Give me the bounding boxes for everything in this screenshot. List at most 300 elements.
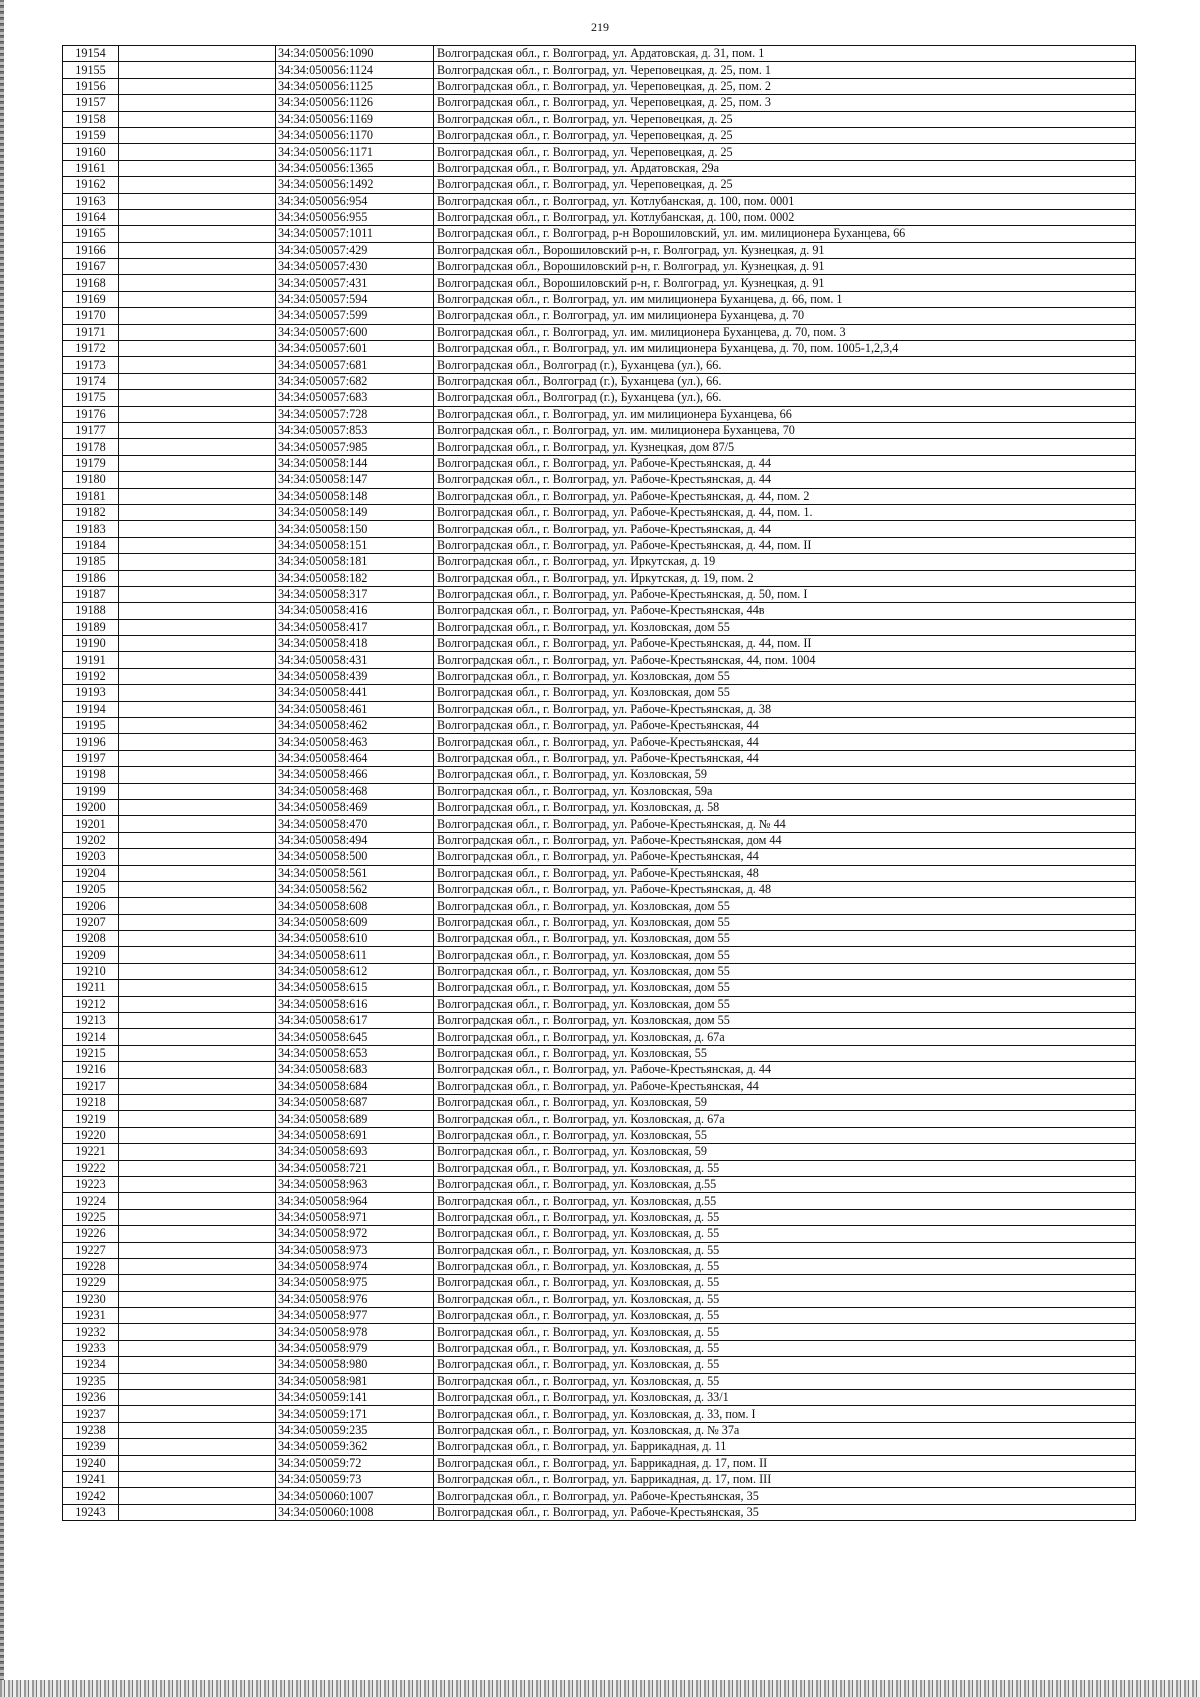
address-cell: Волгоградская обл., г. Волгоград, ул. Баррикадная, д. 17, пом. III [434,1471,1136,1487]
cadastral-number-cell: 34:34:050058:317 [276,586,434,602]
row-number-cell: 19183 [63,521,119,537]
row-number-cell: 19209 [63,947,119,963]
table-row [63,160,1136,176]
address-cell: Волгоградская обл., г. Волгоград, ул. Котлубанская, д. 100, пом. 0001 [434,193,1136,209]
table-row [63,1488,1136,1504]
empty-cell [119,1127,276,1143]
cadastral-number-cell: 34:34:050058:974 [276,1258,434,1274]
row-number-cell: 19159 [63,127,119,143]
address-cell: Волгоградская обл., г. Волгоград, ул. Козловская, д. 67а [434,1111,1136,1127]
cadastral-number-cell: 34:34:050059:171 [276,1406,434,1422]
table-row [63,324,1136,340]
empty-cell [119,95,276,111]
table-row [63,504,1136,520]
table-row [63,1373,1136,1389]
row-number-cell: 19174 [63,373,119,389]
empty-cell [119,1226,276,1242]
row-number-cell: 19180 [63,472,119,488]
cadastral-number-cell: 34:34:050058:464 [276,750,434,766]
address-cell: Волгоградская обл., г. Волгоград, ул. Козловская, дом 55 [434,898,1136,914]
table-row [63,78,1136,94]
address-cell: Волгоградская обл., г. Волгоград, ул. Череповецкая, д. 25, пом. 1 [434,62,1136,78]
row-number-cell: 19230 [63,1291,119,1307]
table-row [63,1095,1136,1111]
address-cell: Волгоградская обл., г. Волгоград, ул. Козловская, д. 55 [434,1226,1136,1242]
row-number-cell: 19154 [63,46,119,62]
table-row [63,275,1136,291]
address-cell: Волгоградская обл., г. Волгоград, ул. Рабоче-Крестьянская, д. 44, пом. 1. [434,504,1136,520]
cadastral-number-cell: 34:34:050056:1090 [276,46,434,62]
cadastral-number-cell: 34:34:050058:468 [276,783,434,799]
scan-edge-bottom [0,1680,1200,1697]
table-row [63,177,1136,193]
address-cell: Волгоградская обл., г. Волгоград, ул. Козловская, 55 [434,1127,1136,1143]
empty-cell [119,521,276,537]
cadastral-number-cell: 34:34:050058:975 [276,1275,434,1291]
empty-cell [119,1324,276,1340]
cadastral-number-cell: 34:34:050058:964 [276,1193,434,1209]
cadastral-number-cell: 34:34:050058:461 [276,701,434,717]
cadastral-number-cell: 34:34:050057:429 [276,242,434,258]
cadastral-number-cell: 34:34:050058:494 [276,832,434,848]
table-row [63,259,1136,275]
empty-cell [119,259,276,275]
address-cell: Волгоградская обл., г. Волгоград, ул. Козловская, д. 58 [434,799,1136,815]
empty-cell [119,849,276,865]
address-cell: Волгоградская обл., Волгоград (г.), Буханцева (ул.), 66. [434,390,1136,406]
address-cell: Волгоградская обл., г. Волгоград, ул. Козловская, д. 55 [434,1373,1136,1389]
empty-cell [119,734,276,750]
table-row [63,1275,1136,1291]
cadastral-number-cell: 34:34:050058:684 [276,1078,434,1094]
row-number-cell: 19170 [63,308,119,324]
table-row [63,472,1136,488]
address-cell: Волгоградская обл., г. Волгоград, ул. Козловская, дом 55 [434,668,1136,684]
table-row [63,603,1136,619]
table-row [63,636,1136,652]
registry-table [62,45,1136,1521]
empty-cell [119,570,276,586]
cadastral-number-cell: 34:34:050058:149 [276,504,434,520]
empty-cell [119,799,276,815]
empty-cell [119,209,276,225]
table-row [63,701,1136,717]
row-number-cell: 19167 [63,259,119,275]
address-cell: Волгоградская обл., г. Волгоград, ул. Козловская, дом 55 [434,619,1136,635]
row-number-cell: 19214 [63,1029,119,1045]
empty-cell [119,455,276,471]
table-row [63,586,1136,602]
address-cell: Волгоградская обл., г. Волгоград, ул. Рабоче-Крестьянская, д. 50, пом. I [434,586,1136,602]
cadastral-number-cell: 34:34:050056:1170 [276,127,434,143]
address-cell: Волгоградская обл., г. Волгоград, ул. Козловская, д. 55 [434,1275,1136,1291]
row-number-cell: 19238 [63,1422,119,1438]
table-row [63,357,1136,373]
table-row [63,1406,1136,1422]
table-row [63,734,1136,750]
address-cell: Волгоградская обл., г. Волгоград, ул. Козловская, дом 55 [434,685,1136,701]
cadastral-number-cell: 34:34:050058:439 [276,668,434,684]
cadastral-number-cell: 34:34:050058:973 [276,1242,434,1258]
address-cell: Волгоградская обл., г. Волгоград, ул. Козловская, д. 55 [434,1160,1136,1176]
address-cell: Волгоградская обл., г. Волгоград, ул. Рабоче-Крестьянская, д. 44 [434,521,1136,537]
address-cell: Волгоградская обл., Ворошиловский р-н, г. Волгоград, ул. Кузнецкая, д. 91 [434,242,1136,258]
empty-cell [119,1111,276,1127]
row-number-cell: 19169 [63,291,119,307]
row-number-cell: 19219 [63,1111,119,1127]
empty-cell [119,1504,276,1520]
address-cell: Волгоградская обл., г. Волгоград, ул. Рабоче-Крестьянская, дом 44 [434,832,1136,848]
address-cell: Волгоградская обл., г. Волгоград, ул. Череповецкая, д. 25 [434,144,1136,160]
address-cell: Волгоградская обл., г. Волгоград, ул. Череповецкая, д. 25, пом. 2 [434,78,1136,94]
cadastral-number-cell: 34:34:050058:963 [276,1176,434,1192]
empty-cell [119,1193,276,1209]
row-number-cell: 19228 [63,1258,119,1274]
address-cell: Волгоградская обл., г. Волгоград, ул. Рабоче-Крестьянская, д. 44 [434,1062,1136,1078]
table-row [63,439,1136,455]
cadastral-number-cell: 34:34:050057:853 [276,422,434,438]
table-row [63,750,1136,766]
table-row [63,406,1136,422]
empty-cell [119,914,276,930]
empty-cell [119,996,276,1012]
address-cell: Волгоградская обл., г. Волгоград, ул. Рабоче-Крестьянская, д. 44, пом. II [434,636,1136,652]
empty-cell [119,373,276,389]
row-number-cell: 19232 [63,1324,119,1340]
table-row [63,554,1136,570]
cadastral-number-cell: 34:34:050056:1171 [276,144,434,160]
row-number-cell: 19237 [63,1406,119,1422]
empty-cell [119,1095,276,1111]
row-number-cell: 19198 [63,767,119,783]
empty-cell [119,1291,276,1307]
address-cell: Волгоградская обл., г. Волгоград, ул. Рабоче-Крестьянская, д. 48 [434,881,1136,897]
table-row [63,947,1136,963]
address-cell: Волгоградская обл., г. Волгоград, ул. Рабоче-Крестьянская, д. 38 [434,701,1136,717]
address-cell: Волгоградская обл., г. Волгоград, ул. Череповецкая, д. 25 [434,177,1136,193]
cadastral-number-cell: 34:34:050058:612 [276,963,434,979]
page-number: 219 [591,20,609,34]
cadastral-number-cell: 34:34:050057:728 [276,406,434,422]
table-row [63,799,1136,815]
address-cell: Волгоградская обл., г. Волгоград, ул. Козловская, дом 55 [434,947,1136,963]
empty-cell [119,1357,276,1373]
row-number-cell: 19241 [63,1471,119,1487]
row-number-cell: 19157 [63,95,119,111]
cadastral-number-cell: 34:34:050058:683 [276,1062,434,1078]
table-row [63,1258,1136,1274]
row-number-cell: 19205 [63,881,119,897]
table-row [63,308,1136,324]
address-cell: Волгоградская обл., г. Волгоград, ул. Козловская, 59 [434,767,1136,783]
cadastral-number-cell: 34:34:050060:1007 [276,1488,434,1504]
address-cell: Волгоградская обл., г. Волгоград, ул. им милиционера Буханцева, д. 66, пом. 1 [434,291,1136,307]
row-number-cell: 19164 [63,209,119,225]
cadastral-number-cell: 34:34:050058:463 [276,734,434,750]
row-number-cell: 19161 [63,160,119,176]
empty-cell [119,537,276,553]
empty-cell [119,144,276,160]
row-number-cell: 19233 [63,1340,119,1356]
address-cell: Волгоградская обл., г. Волгоград, ул. Козловская, дом 55 [434,980,1136,996]
cadastral-number-cell: 34:34:050058:416 [276,603,434,619]
address-cell: Волгоградская обл., г. Волгоград, ул. Козловская, д.55 [434,1193,1136,1209]
cadastral-number-cell: 34:34:050058:150 [276,521,434,537]
row-number-cell: 19220 [63,1127,119,1143]
cadastral-number-cell: 34:34:050056:1365 [276,160,434,176]
cadastral-number-cell: 34:34:050059:141 [276,1390,434,1406]
row-number-cell: 19179 [63,455,119,471]
row-number-cell: 19231 [63,1308,119,1324]
row-number-cell: 19193 [63,685,119,701]
row-number-cell: 19187 [63,586,119,602]
address-cell: Волгоградская обл., г. Волгоград, ул. Козловская, 59 [434,1144,1136,1160]
empty-cell [119,160,276,176]
empty-cell [119,488,276,504]
address-cell: Волгоградская обл., г. Волгоград, ул. им. милиционера Буханцева, д. 70, пом. 3 [434,324,1136,340]
table-row [63,455,1136,471]
empty-cell [119,357,276,373]
address-cell: Волгоградская обл., г. Волгоград, ул. им. милиционера Буханцева, 70 [434,422,1136,438]
address-cell: Волгоградская обл., г. Волгоград, ул. Козловская, д. 33/1 [434,1390,1136,1406]
table-row [63,816,1136,832]
table-row [63,341,1136,357]
empty-cell [119,46,276,62]
table-row [63,1160,1136,1176]
table-row [63,832,1136,848]
table-row [63,1471,1136,1487]
empty-cell [119,78,276,94]
row-number-cell: 19188 [63,603,119,619]
empty-cell [119,1258,276,1274]
empty-cell [119,1078,276,1094]
empty-cell [119,62,276,78]
table-row [63,46,1136,62]
row-number-cell: 19182 [63,504,119,520]
empty-cell [119,898,276,914]
address-cell: Волгоградская обл., г. Волгоград, ул. Баррикадная, д. 11 [434,1439,1136,1455]
empty-cell [119,1029,276,1045]
empty-cell [119,1340,276,1356]
row-number-cell: 19224 [63,1193,119,1209]
row-number-cell: 19229 [63,1275,119,1291]
table-row [63,127,1136,143]
address-cell: Волгоградская обл., г. Волгоград, ул. Рабоче-Крестьянская, д. 44 [434,455,1136,471]
empty-cell [119,1176,276,1192]
address-cell: Волгоградская обл., г. Волгоград, ул. Рабоче-Крестьянская, 44 [434,734,1136,750]
address-cell: Волгоградская обл., г. Волгоград, ул. Козловская, дом 55 [434,996,1136,1012]
address-cell: Волгоградская обл., г. Волгоград, ул. Рабоче-Крестьянская, 44 [434,750,1136,766]
cadastral-number-cell: 34:34:050058:611 [276,947,434,963]
table-row [63,980,1136,996]
empty-cell [119,341,276,357]
cadastral-number-cell: 34:34:050058:469 [276,799,434,815]
table-row [63,1127,1136,1143]
empty-cell [119,127,276,143]
cadastral-number-cell: 34:34:050058:980 [276,1357,434,1373]
table-row [63,931,1136,947]
address-cell: Волгоградская обл., г. Волгоград, ул. Рабоче-Крестьянская, 35 [434,1504,1136,1520]
cadastral-number-cell: 34:34:050058:615 [276,980,434,996]
empty-cell [119,1373,276,1389]
cadastral-number-cell: 34:34:050059:72 [276,1455,434,1471]
empty-cell [119,1045,276,1061]
table-row [63,963,1136,979]
address-cell: Волгоградская обл., г. Волгоград, ул. Козловская, д. 67а [434,1029,1136,1045]
table-row [63,1242,1136,1258]
row-number-cell: 19178 [63,439,119,455]
address-cell: Волгоградская обл., г. Волгоград, ул. Рабоче-Крестьянская, д. 44 [434,472,1136,488]
cadastral-number-cell: 34:34:050057:985 [276,439,434,455]
table-row [63,865,1136,881]
address-cell: Волгоградская обл., г. Волгоград, ул. Рабоче-Крестьянская, 48 [434,865,1136,881]
table-row [63,996,1136,1012]
table-row [63,62,1136,78]
row-number-cell: 19200 [63,799,119,815]
row-number-cell: 19181 [63,488,119,504]
row-number-cell: 19211 [63,980,119,996]
row-number-cell: 19215 [63,1045,119,1061]
address-cell: Волгоградская обл., г. Волгоград, ул. Череповецкая, д. 25 [434,111,1136,127]
address-cell: Волгоградская обл., г. Волгоград, ул. Козловская, дом 55 [434,914,1136,930]
table-row [63,1144,1136,1160]
row-number-cell: 19155 [63,62,119,78]
cadastral-number-cell: 34:34:050057:430 [276,259,434,275]
address-cell: Волгоградская обл., г. Волгоград, ул. Рабоче-Крестьянская, 44 [434,718,1136,734]
empty-cell [119,931,276,947]
empty-cell [119,750,276,766]
address-cell: Волгоградская обл., Волгоград (г.), Буханцева (ул.), 66. [434,357,1136,373]
row-number-cell: 19218 [63,1095,119,1111]
row-number-cell: 19212 [63,996,119,1012]
cadastral-number-cell: 34:34:050058:976 [276,1291,434,1307]
empty-cell [119,1439,276,1455]
cadastral-number-cell: 34:34:050058:653 [276,1045,434,1061]
cadastral-number-cell: 34:34:050058:645 [276,1029,434,1045]
table-row [63,685,1136,701]
table-row [63,1390,1136,1406]
address-cell: Волгоградская обл., Волгоград (г.), Буханцева (ул.), 66. [434,373,1136,389]
row-number-cell: 19175 [63,390,119,406]
row-number-cell: 19171 [63,324,119,340]
cadastral-number-cell: 34:34:050058:977 [276,1308,434,1324]
table-row [63,1291,1136,1307]
table-row [63,291,1136,307]
row-number-cell: 19236 [63,1390,119,1406]
cadastral-number-cell: 34:34:050058:981 [276,1373,434,1389]
empty-cell [119,1013,276,1029]
address-cell: Волгоградская обл., г. Волгоград, ул. Козловская, д. 55 [434,1209,1136,1225]
address-cell: Волгоградская обл., г. Волгоград, ул. Козловская, дом 55 [434,963,1136,979]
cadastral-number-cell: 34:34:050056:1126 [276,95,434,111]
empty-cell [119,1455,276,1471]
empty-cell [119,406,276,422]
row-number-cell: 19165 [63,226,119,242]
cadastral-number-cell: 34:34:050058:462 [276,718,434,734]
table-row [63,881,1136,897]
row-number-cell: 19173 [63,357,119,373]
address-cell: Волгоградская обл., г. Волгоград, ул. Рабоче-Крестьянская, д. № 44 [434,816,1136,832]
address-cell: Волгоградская обл., Ворошиловский р-н, г. Волгоград, ул. Кузнецкая, д. 91 [434,259,1136,275]
row-number-cell: 19226 [63,1226,119,1242]
cadastral-number-cell: 34:34:050058:418 [276,636,434,652]
address-cell: Волгоградская обл., г. Волгоград, ул. Козловская, д. 55 [434,1242,1136,1258]
row-number-cell: 19158 [63,111,119,127]
cadastral-number-cell: 34:34:050060:1008 [276,1504,434,1520]
address-cell: Волгоградская обл., Ворошиловский р-н, г. Волгоград, ул. Кузнецкая, д. 91 [434,275,1136,291]
table-row [63,1422,1136,1438]
row-number-cell: 19202 [63,832,119,848]
empty-cell [119,947,276,963]
address-cell: Волгоградская обл., г. Волгоград, ул. Козловская, д.55 [434,1176,1136,1192]
cadastral-number-cell: 34:34:050058:147 [276,472,434,488]
cadastral-number-cell: 34:34:050058:689 [276,1111,434,1127]
cadastral-number-cell: 34:34:050058:431 [276,652,434,668]
empty-cell [119,718,276,734]
table-row [63,1062,1136,1078]
table-row [63,898,1136,914]
table-row [63,1013,1136,1029]
address-cell: Волгоградская обл., г. Волгоград, ул. Козловская, 59а [434,783,1136,799]
empty-cell [119,963,276,979]
cadastral-number-cell: 34:34:050059:362 [276,1439,434,1455]
cadastral-number-cell: 34:34:050058:687 [276,1095,434,1111]
address-cell: Волгоградская обл., г. Волгоград, ул. Козловская, д. 33, пом. I [434,1406,1136,1422]
address-cell: Волгоградская обл., г. Волгоград, ул. Череповецкая, д. 25, пом. 3 [434,95,1136,111]
cadastral-number-cell: 34:34:050058:617 [276,1013,434,1029]
row-number-cell: 19239 [63,1439,119,1455]
empty-cell [119,291,276,307]
table-row [63,1324,1136,1340]
empty-cell [119,701,276,717]
table-row [63,718,1136,734]
empty-cell [119,1275,276,1291]
address-cell: Волгоградская обл., г. Волгоград, ул. Козловская, 55 [434,1045,1136,1061]
address-cell: Волгоградская обл., г. Волгоград, ул. Иркутская, д. 19, пом. 2 [434,570,1136,586]
cadastral-number-cell: 34:34:050056:1124 [276,62,434,78]
empty-cell [119,1242,276,1258]
row-number-cell: 19190 [63,636,119,652]
cadastral-number-cell: 34:34:050056:1492 [276,177,434,193]
row-number-cell: 19191 [63,652,119,668]
empty-cell [119,980,276,996]
cadastral-number-cell: 34:34:050057:594 [276,291,434,307]
address-cell: Волгоградская обл., г. Волгоград, ул. Ардатовская, 29а [434,160,1136,176]
table-row [63,390,1136,406]
row-number-cell: 19166 [63,242,119,258]
cadastral-number-cell: 34:34:050058:972 [276,1226,434,1242]
table-row [63,1193,1136,1209]
address-cell: Волгоградская обл., г. Волгоград, ул. Козловская, дом 55 [434,1013,1136,1029]
table-row [63,1357,1136,1373]
table-row [63,193,1136,209]
row-number-cell: 19221 [63,1144,119,1160]
row-number-cell: 19217 [63,1078,119,1094]
table-row [63,373,1136,389]
table-row [63,849,1136,865]
address-cell: Волгоградская обл., г. Волгоград, ул. Козловская, д. № 37а [434,1422,1136,1438]
row-number-cell: 19162 [63,177,119,193]
scan-edge-left [0,0,4,1697]
cadastral-number-cell: 34:34:050058:610 [276,931,434,947]
cadastral-number-cell: 34:34:050058:616 [276,996,434,1012]
table-row [63,1045,1136,1061]
row-number-cell: 19210 [63,963,119,979]
cadastral-number-cell: 34:34:050057:600 [276,324,434,340]
cadastral-number-cell: 34:34:050058:979 [276,1340,434,1356]
empty-cell [119,1160,276,1176]
row-number-cell: 19184 [63,537,119,553]
